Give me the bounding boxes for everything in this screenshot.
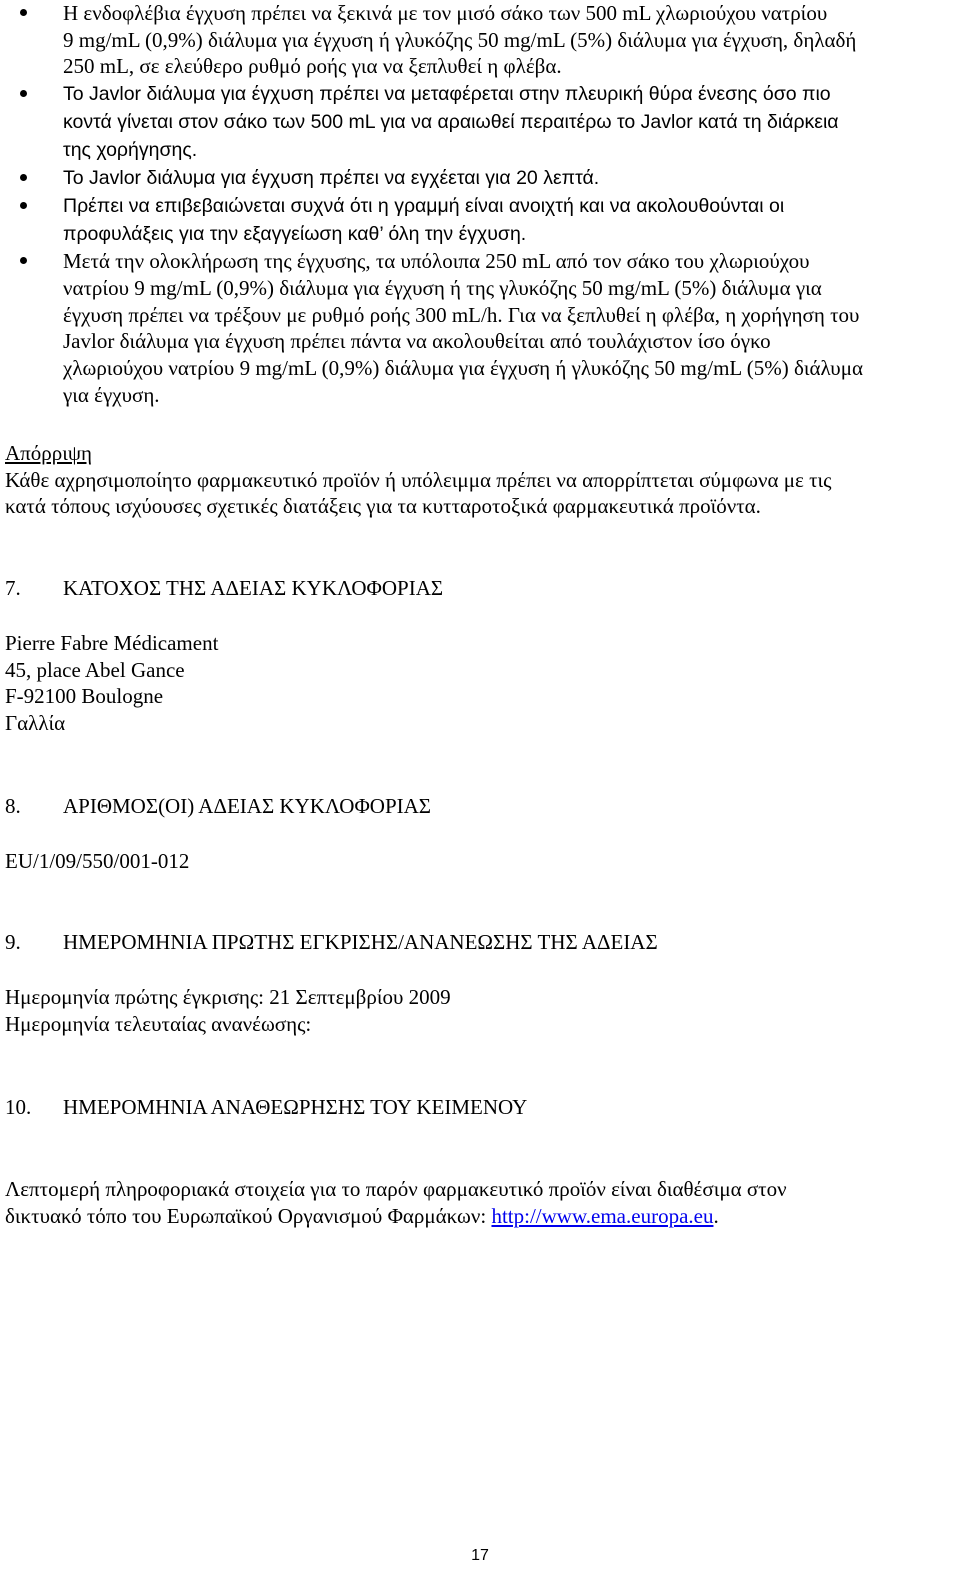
text-line: Το Javlor διάλυμα για έγχυση πρέπει να μεταφέρεται στην πλευρική θύρα ένεσης όσο πιο bbox=[63, 83, 831, 106]
text-line: Γαλλία bbox=[5, 711, 66, 736]
page-number: 17 bbox=[471, 1547, 489, 1564]
section-10-heading bbox=[5, 1095, 527, 1120]
text-span: . bbox=[713, 1203, 719, 1228]
text-line: 250 mL, σε ελεύθερο ρυθμό ροής για να ξεπλυθεί η φλέβα. bbox=[63, 54, 562, 79]
text-line: έγχυση πρέπει να τρέξουν με ρυθμό ροής 300 mL/h. Για να ξεπλυθεί η φλέβα, η χορήγηση του bbox=[63, 302, 860, 327]
text-line bbox=[5, 1203, 955, 1230]
text-line: χλωριούχου νατρίου 9 mg/mL (0,9%) διάλυμα για έγχυση ή γλυκόζης 50 mg/mL (5%) διάλυμα bbox=[63, 355, 863, 380]
bullet-item bbox=[0, 248, 960, 408]
authorisation-numbers bbox=[5, 848, 955, 875]
section-number: 10. bbox=[5, 1095, 32, 1119]
text-line: της χορήγησης. bbox=[63, 139, 198, 162]
disposal-section bbox=[5, 440, 955, 520]
text-line: EU/1/09/550/001-012 bbox=[5, 849, 190, 873]
marketing-authorisation-holder bbox=[5, 630, 955, 737]
text-line: 45, place Abel Gance bbox=[5, 657, 185, 682]
bullet-item bbox=[0, 0, 960, 80]
section-title: ΗΜΕΡΟΜΗΝΙΑ ΑΝΑΘΕΩΡΗΣΗΣ ΤΟΥ ΚΕΙΜΕΝΟΥ bbox=[63, 1095, 528, 1119]
text-line: Η ενδοφλέβια έγχυση πρέπει να ξεκινά με τον μισό σάκο των 500 mL χλωριούχου νατρίου bbox=[63, 1, 828, 25]
text-line: 9 mg/mL (0,9%) διάλυμα για έγχυση ή γλυκόζης 50 mg/mL (5%) διάλυμα για έγχυση, δηλαδή bbox=[63, 27, 857, 52]
text-line: Ημερομηνία τελευταίας ανανέωσης: bbox=[5, 1011, 312, 1036]
bullet-icon bbox=[20, 9, 27, 16]
bullet-icon bbox=[20, 257, 27, 264]
text-line: κοντά γίνεται στον σάκο των 500 mL για να αραιωθεί περαιτέρω το Javlor κατά τη διάρκεια bbox=[63, 111, 839, 134]
text-line: Ημερομηνία πρώτης έγκρισης: 21 Σεπτεμβρίου 2009 bbox=[5, 985, 451, 1009]
text-line: Πρέπει να επιβεβαιώνεται συχνά ότι η γραμμή είναι ανοιχτή και να ακολουθούνται οι bbox=[63, 195, 785, 218]
section-7-heading bbox=[5, 576, 443, 601]
text-line: Λεπτομερή πληροφοριακά στοιχεία για το παρόν φαρμακευτικό προϊόν είναι διαθέσιμα στον bbox=[5, 1177, 787, 1201]
text-line: Pierre Fabre Médicament bbox=[5, 631, 219, 655]
section-title: ΚΑΤΟΧΟΣ ΤΗΣ ΑΔΕΙΑΣ ΚΥΚΛΟΦΟΡΙΑΣ bbox=[63, 576, 444, 600]
bullet-item bbox=[0, 80, 960, 164]
text-line: προφυλάξεις για την εξαγγείωση καθ’ όλη την έγχυση. bbox=[63, 223, 527, 246]
text-line: νατρίου 9 mg/mL (0,9%) διάλυμα για έγχυση ή της γλυκόζης 50 mg/mL (5%) διάλυμα για bbox=[63, 275, 822, 300]
disposal-heading: Απόρριψη bbox=[5, 441, 93, 465]
bullet-icon bbox=[20, 202, 27, 209]
section-9-heading bbox=[5, 930, 658, 955]
instruction-bullet-list bbox=[0, 0, 960, 408]
text-line: F-92100 Boulogne bbox=[5, 684, 164, 709]
section-number: 8. bbox=[5, 794, 21, 818]
bullet-icon bbox=[20, 90, 27, 97]
text-line: Javlor διάλυμα για έγχυση πρέπει πάντα να ακολουθείται από τουλάχιστον ίσο όγκο bbox=[63, 329, 771, 354]
ema-website-link[interactable]: http://www.ema.europa.eu bbox=[491, 1203, 714, 1228]
section-title: ΑΡΙΘΜΟΣ(ΟΙ) ΑΔΕΙΑΣ ΚΥΚΛΟΦΟΡΙΑΣ bbox=[63, 794, 432, 818]
text-line: για έγχυση. bbox=[63, 382, 160, 407]
text-line: Το Javlor διάλυμα για έγχυση πρέπει να εγχέεται για 20 λεπτά. bbox=[63, 167, 600, 190]
authorisation-dates bbox=[5, 984, 955, 1037]
text-line: Κάθε αχρησιμοποίητο φαρμακευτικό προϊόν ή υπόλειμμα πρέπει να απορρίπτεται σύμφωνα με τις bbox=[5, 467, 832, 492]
section-number: 9. bbox=[5, 930, 21, 954]
bullet-item bbox=[0, 164, 960, 192]
further-information bbox=[5, 1176, 955, 1229]
bullet-item bbox=[0, 192, 960, 248]
text-line: κατά τόπους ισχύουσες σχετικές διατάξεις για τα κυτταροτοξικά φαρμακευτικά προϊόντα. bbox=[5, 494, 761, 519]
text-line: Μετά την ολοκλήρωση της έγχυσης, τα υπόλοιπα 250 mL από τον σάκο του χλωριούχου bbox=[63, 249, 810, 274]
section-8-heading bbox=[5, 794, 431, 819]
section-number: 7. bbox=[5, 576, 21, 600]
bullet-icon bbox=[20, 174, 27, 181]
text-span: δικτυακό τόπο του Ευρωπαϊκού Οργανισμού Φαρμάκων: bbox=[5, 1203, 492, 1228]
section-title: ΗΜΕΡΟΜΗΝΙΑ ΠΡΩΤΗΣ ΕΓΚΡΙΣΗΣ/ΑΝΑΝΕΩΣΗΣ ΤΗΣ ΑΔΕΙΑΣ bbox=[63, 930, 658, 954]
